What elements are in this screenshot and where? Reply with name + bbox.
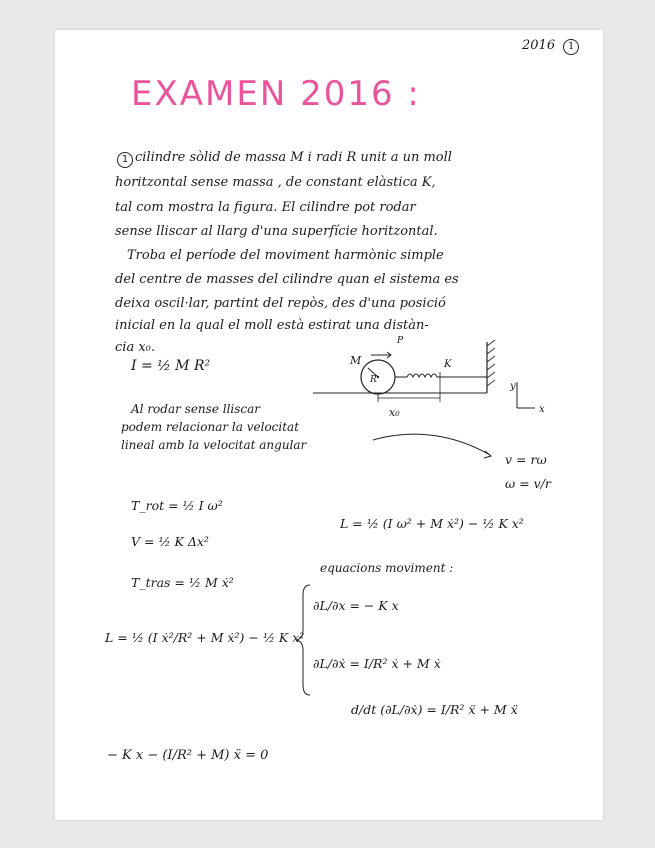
page-title: EXAMEN 2016 :	[131, 74, 421, 114]
question-line: Troba el període del moviment harmònic simple	[127, 248, 444, 263]
time-derivative: d/dt (∂L/∂ẋ) = I/R² ẍ + M ẍ	[351, 702, 518, 717]
question-line: del centre de masses del cilindre quan el sistema es	[115, 272, 459, 287]
figure-spring-label: K	[444, 359, 452, 370]
question-line: cia x₀.	[115, 340, 155, 355]
figure-force-label: P	[397, 336, 404, 346]
rolling-note-line: lineal amb la velocitat angular	[121, 438, 307, 452]
equations-brace	[55, 30, 603, 820]
question-line: inicial en la qual el moll està estirat una distàn-	[115, 318, 429, 333]
partial-l-partial-xdot: ∂L/∂ẋ = I/R² ẋ + M ẋ	[313, 656, 441, 671]
statement-line: tal com mostra la figura. El cilindre pot rodar	[115, 200, 416, 215]
rolling-note-line: Al rodar sense lliscar	[131, 402, 261, 416]
lagrangian: L = ½ (I ẋ²/R² + M ẋ²) − ½ K x²	[105, 630, 305, 645]
equations-of-motion-label: equacions moviment :	[320, 561, 454, 575]
translational-energy: T_tras = ½ M ẋ²	[131, 575, 234, 590]
page-number-badge: 1	[563, 39, 579, 55]
statement-line: cilindre sòlid de massa M i radi R unit a un moll	[135, 150, 452, 165]
omega-relation: ω = v/r	[505, 476, 551, 491]
statement-line: horitzontal sense massa , de constant elàstica K,	[115, 175, 436, 190]
rolling-note-line: podem relacionar la velocitat	[121, 420, 300, 434]
lagrangian-expanded: L = ½ (I ω² + M ẋ²) − ½ K x²	[340, 516, 524, 531]
figure-mass-label: M	[350, 354, 362, 367]
statement-line: sense lliscar al llarg d'una superfície horitzontal.	[115, 224, 438, 239]
equation-of-motion-final: − K x − (I/R² + M) ẍ = 0	[107, 748, 269, 763]
problem-number-badge: 1	[117, 152, 133, 168]
figure-axis-x-label: x	[539, 404, 545, 415]
figure-displacement-label: x₀	[389, 406, 400, 419]
exam-page	[55, 30, 603, 820]
inertia-equation: I = ½ M R²	[131, 358, 211, 374]
potential-energy: V = ½ K Δx²	[131, 534, 209, 549]
velocity-relation: v = rω	[505, 452, 547, 467]
year-label: 2016	[522, 38, 556, 53]
figure-radius-label: R	[370, 375, 377, 385]
figure-axis-y-label: y	[510, 381, 516, 392]
question-line: deixa oscil·lar, partint del repòs, des d'una posició	[115, 296, 446, 311]
rotational-energy: T_rot = ½ I ω²	[131, 498, 223, 513]
partial-l-partial-x: ∂L/∂x = − K x	[313, 598, 399, 613]
